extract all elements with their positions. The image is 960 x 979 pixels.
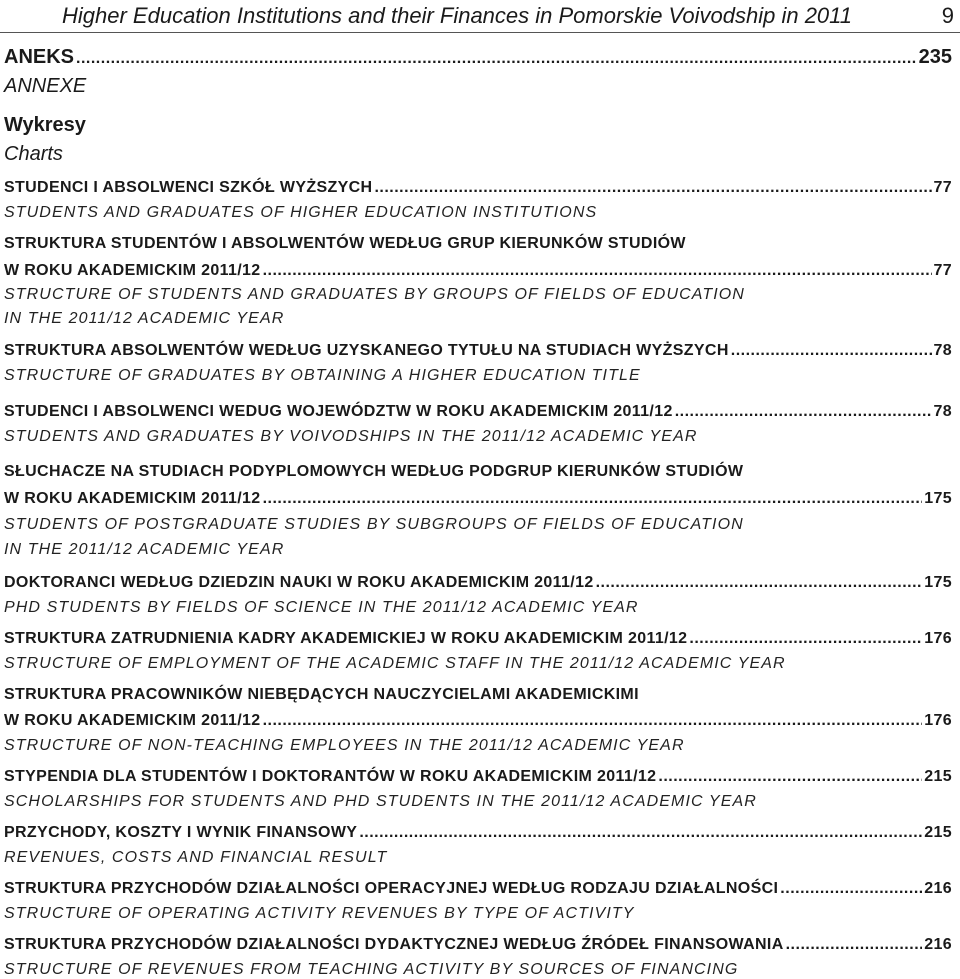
entry-title-pl: STRUKTURA PRACOWNIKÓW NIEBĘDĄCYCH NAUCZYCIELAMI AKADEMICKIMI	[4, 686, 639, 703]
entry-page-number: 216	[924, 936, 952, 953]
leader-dots	[263, 490, 923, 508]
entry-page-number: 176	[924, 712, 952, 729]
toc-entry[interactable]	[4, 936, 952, 954]
entry-title-pl: STRUKTURA ZATRUDNIENIA KADRY AKADEMICKIEJ W ROKU AKADEMICKIM 2011/12	[4, 630, 688, 647]
entry-title-pl: PRZYCHODY, KOSZTY I WYNIK FINANSOWY	[4, 824, 358, 841]
entry-title-en: PHD STUDENTS BY FIELDS OF SCIENCE IN THE 2011/12 ACADEMIC YEAR	[4, 599, 639, 616]
toc-entry[interactable]	[4, 824, 952, 842]
entry-title-pl: W ROKU AKADEMICKIM 2011/12	[4, 490, 261, 507]
entry-title-en: STUDENTS AND GRADUATES BY VOIVODSHIPS IN THE 2011/12 ACADEMIC YEAR	[4, 428, 698, 445]
toc-entry[interactable]	[4, 490, 952, 508]
entry-title-pl: STRUKTURA STUDENTÓW I ABSOLWENTÓW WEDŁUG GRUP KIERUNKÓW STUDIÓW	[4, 235, 686, 252]
entry-title-en: STRUCTURE OF GRADUATES BY OBTAINING A HIGHER EDUCATION TITLE	[4, 367, 641, 384]
leader-dots	[596, 574, 923, 592]
entry-page-number: 175	[924, 574, 952, 591]
entry-title-en: STRUCTURE OF EMPLOYMENT OF THE ACADEMIC STAFF IN THE 2011/12 ACADEMIC YEAR	[4, 655, 786, 672]
entry-page-number: 176	[924, 630, 952, 647]
entry-page-number: 175	[924, 490, 952, 507]
charts-heading-en: Charts	[4, 143, 63, 165]
leader-dots	[76, 50, 917, 68]
toc-entry[interactable]	[4, 574, 952, 592]
annex-page: 235	[918, 46, 952, 68]
toc-entry[interactable]	[4, 630, 952, 648]
entry-title-en: STRUCTURE OF OPERATING ACTIVITY REVENUES BY TYPE OF ACTIVITY	[4, 905, 635, 922]
entry-page-number: 78	[933, 403, 952, 420]
charts-heading-pl: Wykresy	[4, 114, 86, 136]
entry-page-number: 216	[924, 880, 952, 897]
entry-title-en: SCHOLARSHIPS FOR STUDENTS AND PHD STUDENTS IN THE 2011/12 ACADEMIC YEAR	[4, 793, 757, 810]
leader-dots	[731, 342, 932, 360]
toc-entry[interactable]	[4, 403, 952, 421]
toc-entry-annex[interactable]	[4, 46, 952, 69]
entry-title-en: IN THE 2011/12 ACADEMIC YEAR	[4, 310, 285, 327]
entry-page-number: 215	[924, 824, 952, 841]
entry-title-en: STRUCTURE OF REVENUES FROM TEACHING ACTIVITY BY SOURCES OF FINANCING	[4, 961, 739, 978]
leader-dots	[675, 403, 932, 421]
page-number: 9	[941, 3, 954, 28]
entry-title-pl: STYPENDIA DLA STUDENTÓW I DOKTORANTÓW W ROKU AKADEMICKIM 2011/12	[4, 768, 657, 785]
toc-entry[interactable]	[4, 342, 952, 360]
entry-title-en: STUDENTS OF POSTGRADUATE STUDIES BY SUBGROUPS OF FIELDS OF EDUCATION	[4, 516, 744, 533]
annex-heading-pl: ANEKS	[4, 46, 75, 68]
entry-page-number: 77	[933, 262, 952, 279]
entry-title-pl: STUDENCI I ABSOLWENCI SZKÓŁ WYŻSZYCH	[4, 179, 373, 196]
leader-dots	[359, 824, 922, 842]
entry-title-pl: DOKTORANCI WEDŁUG DZIEDZIN NAUKI W ROKU AKADEMICKIM 2011/12	[4, 574, 594, 591]
leader-dots	[263, 262, 932, 280]
leader-dots	[658, 768, 922, 786]
entry-title-pl: STRUKTURA PRZYCHODÓW DZIAŁALNOŚCI DYDAKTYCZNEJ WEDŁUG ŹRÓDEŁ FINANSOWANIA	[4, 936, 784, 953]
toc-entry[interactable]	[4, 262, 952, 280]
entry-page-number: 215	[924, 768, 952, 785]
leader-dots	[263, 712, 923, 730]
entry-title-en: REVENUES, COSTS AND FINANCIAL RESULT	[4, 849, 388, 866]
entry-title-en: STRUCTURE OF NON-TEACHING EMPLOYEES IN THE 2011/12 ACADEMIC YEAR	[4, 737, 685, 754]
entry-title-pl: STUDENCI I ABSOLWENCI WEDUG WOJEWÓDZTW W ROKU AKADEMICKIM 2011/12	[4, 403, 673, 420]
annex-heading-en: ANNEXE	[4, 75, 87, 97]
toc-entry[interactable]	[4, 880, 952, 898]
toc-entry[interactable]	[4, 712, 952, 730]
entry-title-pl: SŁUCHACZE NA STUDIACH PODYPLOMOWYCH WEDŁUG PODGRUP KIERUNKÓW STUDIÓW	[4, 463, 744, 480]
leader-dots	[374, 179, 931, 197]
entry-title-pl: STRUKTURA ABSOLWENTÓW WEDŁUG UZYSKANEGO TYTUŁU NA STUDIACH WYŻSZYCH	[4, 342, 729, 359]
entry-title-pl: W ROKU AKADEMICKIM 2011/12	[4, 712, 261, 729]
leader-dots	[689, 630, 922, 648]
toc-entry[interactable]	[4, 179, 952, 197]
leader-dots	[780, 880, 922, 898]
entry-page-number: 77	[933, 179, 952, 196]
toc-entry[interactable]	[4, 768, 952, 786]
entry-title-pl: STRUKTURA PRZYCHODÓW DZIAŁALNOŚCI OPERACYJNEJ WEDŁUG RODZAJU DZIAŁALNOŚCI	[4, 880, 779, 897]
entry-title-en: STRUCTURE OF STUDENTS AND GRADUATES BY GROUPS OF FIELDS OF EDUCATION	[4, 286, 745, 303]
page-header	[0, 0, 960, 33]
entry-title-pl: W ROKU AKADEMICKIM 2011/12	[4, 262, 261, 279]
entry-title-en: IN THE 2011/12 ACADEMIC YEAR	[4, 541, 285, 558]
entry-title-en: STUDENTS AND GRADUATES OF HIGHER EDUCATION INSTITUTIONS	[4, 204, 598, 221]
leader-dots	[786, 936, 923, 954]
running-title: Higher Education Institutions and their Finances in Pomorskie Voivodship in 2011	[62, 3, 853, 28]
entry-page-number: 78	[933, 342, 952, 359]
